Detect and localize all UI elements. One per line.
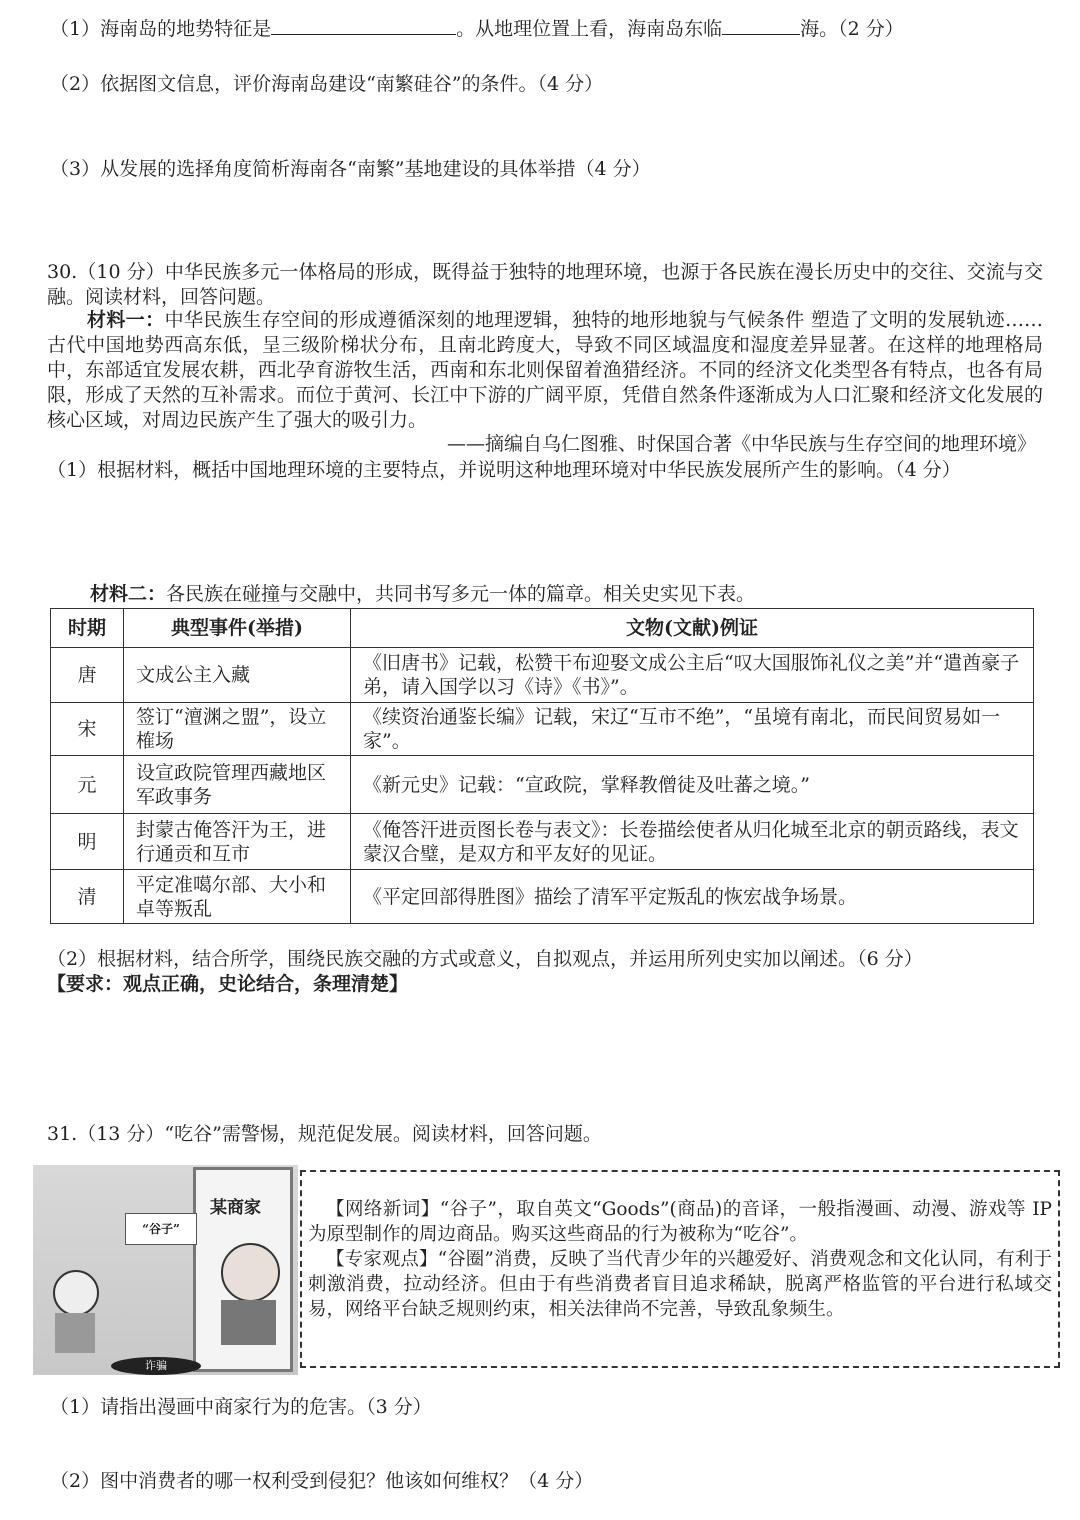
q30-material-1-source: ——摘编自乌仁图雅、时保国合著《中华民族与生存空间的地理环境》 [446, 433, 1036, 455]
cell-period: 宋 [51, 703, 124, 756]
material-label: 材料二： [90, 583, 167, 605]
box-paragraph-1 [308, 1197, 1052, 1247]
q30-material-2 [90, 582, 755, 607]
table-row [51, 703, 1034, 756]
cell-event: 封蒙古俺答汗为王，进行通贡和互市 [124, 814, 351, 870]
material-text: 各民族在碰撞与交融中，共同书写多元一体的篇章。相关史实见下表。 [166, 583, 756, 605]
cell-event: 文成公主入藏 [124, 648, 351, 703]
q30-intro: 30.（10 分）中华民族多元一体格局的形成，既得益于独特的地理环境，也源于各民族在漫长历史中的交往、交流与交融。阅读材料，回答问题。 [47, 261, 1043, 308]
q30-2-requirement: 【要求：观点正确，史论结合，条理清楚】 [47, 973, 409, 995]
box-label: 【网络新词】 [326, 1199, 440, 1220]
q30-1: （1）根据材料，概括中国地理环境的主要特点，并说明这种地理环境对中华民族发展所产生的影响。（4 分） [47, 459, 961, 481]
material-label: 材料一： [87, 309, 165, 331]
box-text: “谷子”，取自英文“Goods”(商品)的音译，一般指漫画、动漫、游戏等 IP 为原型制作的周边商品。购买这些商品的行为被称为“吃谷”。 [308, 1199, 1052, 1245]
fraud-hole: 诈骗 [111, 1357, 201, 1375]
cell-event: 设宣政院管理西藏地区军政事务 [124, 756, 351, 814]
table-row [51, 648, 1034, 703]
box-label: 【专家观点】 [326, 1249, 438, 1270]
q31-intro: 31.（13 分）“吃谷”需警惕，规范促发展。阅读材料，回答问题。 [47, 1123, 602, 1145]
q29-1 [50, 16, 904, 42]
cell-evidence: 《平定回部得胜图》描绘了清军平定叛乱的恢宏战争场景。 [351, 870, 1034, 924]
cell-period: 明 [51, 814, 124, 870]
q31-1: （1）请指出漫画中商家行为的危害。（3 分） [50, 1396, 432, 1418]
consumer-face [53, 1270, 99, 1316]
q29-1-text-b: 。从地理位置上看，海南岛东临 [456, 18, 723, 40]
q29-2: （2）依据图文信息，评价海南岛建设“南繁硅谷”的条件。（4 分） [50, 73, 604, 95]
q29-1-text-a: （1）海南岛的地势特征是 [50, 18, 272, 40]
material-box [300, 1170, 1060, 1368]
cell-event: 签订“澶渊之盟”，设立榷场 [124, 703, 351, 756]
box-text: “谷圈”消费，反映了当代青少年的兴趣爱好、消费观念和文化认同，有利于刺激消费，拉动经济。但由于有些消费者盲目追求稀缺，脱离严格监管的平台进行私域交易，网络平台缺乏规则约束，相关法律尚不完善，导致乱象频生。 [308, 1249, 1052, 1320]
answer-blank[interactable] [271, 16, 456, 35]
q29-1-text-c: 海。（2 分） [800, 18, 904, 40]
cell-period: 元 [51, 756, 124, 814]
table-header-row [51, 609, 1034, 648]
q30-material-1 [47, 308, 1043, 433]
q29-3: （3）从发展的选择角度简析海南各“南繁”基地建设的具体举措（4 分） [50, 158, 651, 180]
header-evidence: 文物(文献)例证 [351, 609, 1034, 648]
material-text: 中华民族生存空间的形成遵循深刻的地理逻辑，独特的地形地貌与气候条件 塑造了文明的发展轨迹……古代中国地势西高东低，呈三级阶梯状分布，且南北跨度大，导致不同区域温度和湿度差异显著。在这样的地理格局中，东部适宜发展农耕，西北孕育游牧生活，西南和东北则保留着渔猎经济。不同的经济文化类型各有特点，也各有局限，形成了天然的互补需求。而位于黄河、长江中下游的广阔平原，凭借自然条件逐渐成为人口汇聚和经济文化发展的核心区域，对周边民族产生了强大的吸引力。 [47, 309, 1043, 431]
merchant-face [221, 1243, 280, 1302]
cell-period: 唐 [51, 648, 124, 703]
table-row [51, 756, 1034, 814]
answer-blank[interactable] [722, 16, 800, 35]
history-table [50, 608, 1034, 924]
table-row [51, 814, 1034, 870]
cartoon-image [33, 1165, 298, 1375]
consumer-body [55, 1313, 95, 1353]
cell-evidence: 《新元史》记载：“宣政院，掌释教僧徒及吐蕃之境。” [351, 756, 1034, 814]
cell-event: 平定准噶尔部、大小和卓等叛乱 [124, 870, 351, 924]
cell-evidence: 《俺答汗进贡图长卷与表文》：长卷描绘使者从归化城至北京的朝贡路线，表文蒙汉合璧，是双方和平友好的见证。 [351, 814, 1034, 870]
header-period: 时期 [51, 609, 124, 648]
q31-2: （2）图中消费者的哪一权利受到侵犯？他该如何维权？（4 分） [50, 1470, 594, 1492]
box-paragraph-2 [308, 1247, 1052, 1322]
q30-2: （2）根据材料，结合所学，围绕民族交融的方式或意义，自拟观点，并运用所列史实加以阐述。（6 分） [47, 948, 923, 970]
cell-evidence: 《续资治通鉴长编》记载，宋辽“互市不绝”，“虽境有南北，而民间贸易如一家”。 [351, 703, 1034, 756]
merchant-label: 某商家 [210, 1198, 261, 1218]
cell-evidence: 《旧唐书》记载，松赞干布迎娶文成公主后“叹大国服饰礼仪之美”并“遣酋豪子弟，请入国学以习《诗》《书》”。 [351, 648, 1034, 703]
table-row [51, 870, 1034, 924]
cell-period: 清 [51, 870, 124, 924]
header-event: 典型事件(举措) [124, 609, 351, 648]
merchant-body [221, 1300, 276, 1345]
goods-box: “谷子” [125, 1213, 197, 1245]
